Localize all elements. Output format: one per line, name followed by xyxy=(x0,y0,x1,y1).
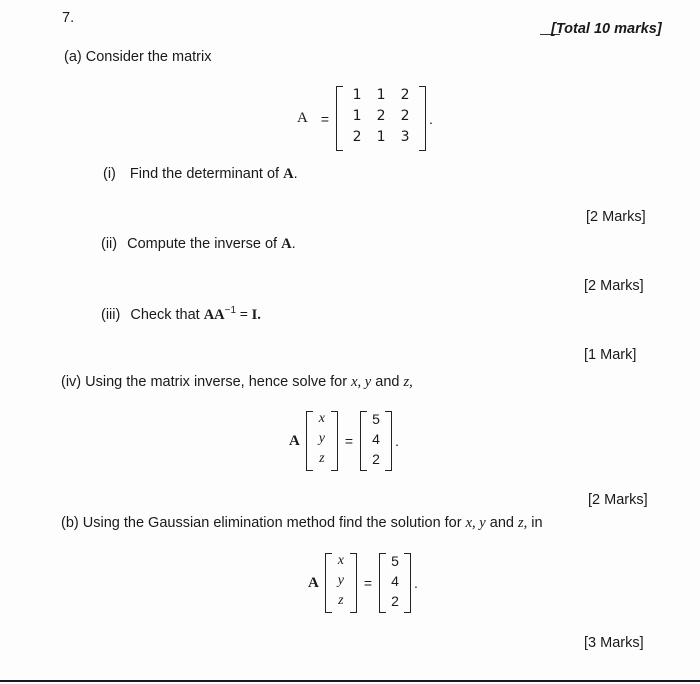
system-iv-vars xyxy=(313,411,331,471)
word-and: and xyxy=(485,515,518,531)
part-a-intro: (a) Consider the matrix xyxy=(64,49,212,65)
right-bracket xyxy=(385,411,392,471)
question-i-symbol: A xyxy=(283,166,294,182)
var-x: x, xyxy=(465,515,476,531)
left-bracket xyxy=(325,553,332,613)
question-ii-number: (ii) xyxy=(101,236,118,252)
var-z: z, xyxy=(517,515,528,531)
system-b-equals: = xyxy=(363,575,373,591)
question-ii-period: . xyxy=(291,236,296,252)
question-iv-text: (iv) Using the matrix inverse, hence solve for xyxy=(61,374,352,390)
part-b-text: (b) Using the Gaussian elimination method find the solution for xyxy=(61,515,466,531)
part-b xyxy=(61,515,543,532)
word-and: and xyxy=(371,374,404,390)
question-iii xyxy=(101,305,261,324)
var-cell: z xyxy=(319,451,325,466)
var-cell: x xyxy=(337,553,344,568)
marks-i: [2 Marks] xyxy=(586,209,646,225)
question-iv xyxy=(61,374,413,391)
matrix-a-period: . xyxy=(429,110,433,127)
matrix-a-cell: 1 xyxy=(352,87,362,103)
system-iv-equals: = xyxy=(344,433,354,449)
left-bracket xyxy=(360,411,367,471)
total-marks: [Total 10 marks] xyxy=(551,21,662,37)
system-iv-rhs xyxy=(367,411,385,471)
matrix-a-cell: 2 xyxy=(400,108,410,124)
matrix-a-cell: 2 xyxy=(352,129,362,145)
rhs-cell: 2 xyxy=(391,593,399,609)
question-i-text: Find the determinant of xyxy=(129,166,284,182)
marks-b: [3 Marks] xyxy=(584,635,644,651)
right-bracket xyxy=(331,411,338,471)
question-ii-symbol: A xyxy=(281,236,292,252)
question-iii-text: Check that xyxy=(130,306,204,323)
marks-ii: [2 Marks] xyxy=(584,278,644,294)
var-cell: z xyxy=(338,593,344,608)
var-z: z, xyxy=(403,374,413,390)
question-i xyxy=(103,166,298,183)
matrix-a-entries xyxy=(343,87,419,150)
marks-iii: [1 Mark] xyxy=(584,347,637,363)
matrix-a-cell: 2 xyxy=(376,108,386,124)
question-iii-symbol: AA xyxy=(203,306,225,323)
word-in: in xyxy=(527,515,543,531)
rhs-cell: 5 xyxy=(372,411,380,427)
matrix-a xyxy=(297,86,433,151)
right-bracket xyxy=(350,553,357,613)
var-cell: x xyxy=(318,411,325,426)
rhs-cell: 2 xyxy=(372,451,380,467)
question-iii-superscript: −1 xyxy=(224,305,237,316)
var-cell: y xyxy=(337,573,344,588)
var-x: x, xyxy=(351,374,362,390)
system-iv-label: A xyxy=(289,432,300,449)
system-b xyxy=(308,553,418,613)
rhs-cell: 4 xyxy=(391,573,399,589)
bottom-rule xyxy=(0,680,700,682)
var-cell: y xyxy=(318,431,325,446)
system-b-rhs xyxy=(386,553,404,613)
matrix-a-cell: 1 xyxy=(352,108,362,124)
left-bracket xyxy=(306,411,313,471)
left-bracket xyxy=(379,553,386,613)
question-ii xyxy=(101,236,296,253)
matrix-a-cell: 1 xyxy=(376,87,386,103)
rhs-cell: 5 xyxy=(391,553,399,569)
rhs-cell: 4 xyxy=(372,431,380,447)
system-b-label: A xyxy=(308,574,319,591)
var-y: y xyxy=(475,515,486,531)
question-iii-number: (iii) xyxy=(101,306,121,323)
matrix-a-cell: 3 xyxy=(400,129,410,145)
system-b-vars xyxy=(332,553,350,613)
question-ii-text: Compute the inverse of xyxy=(127,236,282,252)
system-b-period: . xyxy=(414,575,418,591)
question-i-number: (i) xyxy=(103,166,116,182)
matrix-a-label: A xyxy=(297,110,308,126)
matrix-a-cell: 2 xyxy=(400,87,410,103)
system-iv-period: . xyxy=(395,433,399,449)
system-iv xyxy=(289,411,399,471)
matrix-a-equals: = xyxy=(320,110,330,127)
question-i-period: . xyxy=(293,166,298,182)
marks-iv: [2 Marks] xyxy=(588,492,648,508)
matrix-a-cell: 1 xyxy=(376,129,386,145)
var-y: y xyxy=(361,374,372,390)
left-bracket xyxy=(336,86,343,151)
right-bracket xyxy=(404,553,411,613)
question-iii-identity: = I. xyxy=(236,306,261,323)
question-number: 7. xyxy=(62,10,75,26)
right-bracket xyxy=(419,86,426,151)
